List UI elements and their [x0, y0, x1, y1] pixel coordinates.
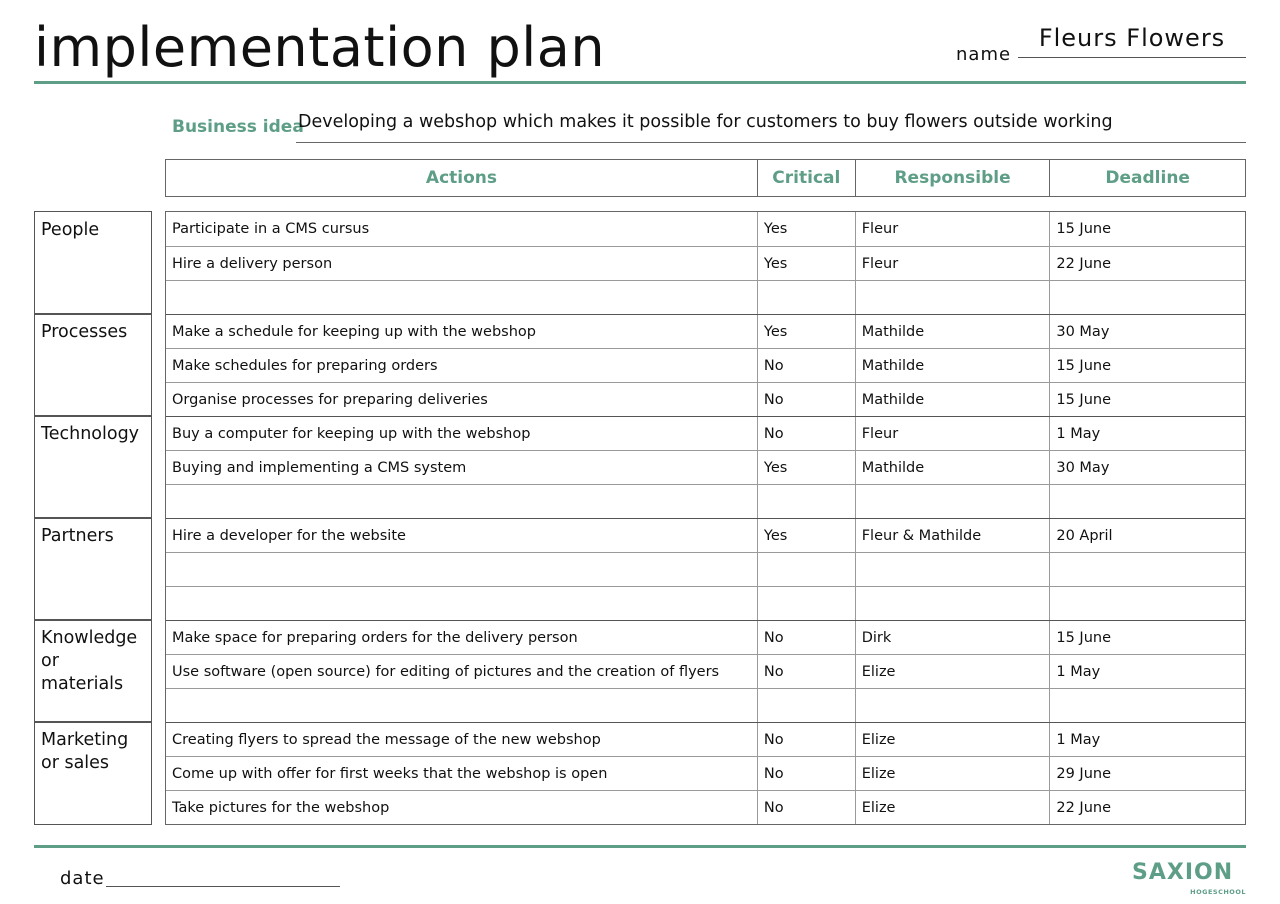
- responsible-cell[interactable]: Elize: [855, 791, 1050, 824]
- deadline-cell[interactable]: 1 May: [1049, 417, 1245, 450]
- action-cell[interactable]: Use software (open source) for editing of pictures and the creation of flyers: [172, 663, 720, 680]
- action-cell[interactable]: Make schedules for preparing orders: [172, 357, 438, 374]
- responsible-cell[interactable]: [855, 689, 1050, 722]
- action-cell[interactable]: Creating flyers to spread the message of the new webshop: [172, 731, 601, 748]
- deadline-cell[interactable]: [1049, 553, 1245, 586]
- responsible-cell[interactable]: [855, 553, 1050, 586]
- action-cell[interactable]: Buying and implementing a CMS system: [172, 459, 467, 476]
- deadline-cell[interactable]: 30 May: [1049, 451, 1245, 484]
- action-cell[interactable]: Hire a delivery person: [172, 255, 333, 272]
- deadline-cell[interactable]: 20 April: [1049, 519, 1245, 552]
- critical-cell[interactable]: Yes: [757, 212, 855, 246]
- responsible-cell[interactable]: Elize: [855, 723, 1050, 756]
- action-cell[interactable]: Take pictures for the webshop: [172, 799, 390, 816]
- action-cell[interactable]: [166, 587, 757, 620]
- deadline-cell[interactable]: [1049, 587, 1245, 620]
- deadline-cell[interactable]: 15 June: [1049, 212, 1245, 246]
- deadline-cell[interactable]: 15 June: [1049, 383, 1245, 416]
- header-deadline: Deadline: [1049, 160, 1245, 196]
- critical-cell[interactable]: No: [757, 621, 855, 654]
- page-title: implementation plan: [34, 16, 606, 79]
- responsible-cell[interactable]: Elize: [855, 655, 1050, 688]
- business-idea-field[interactable]: Developing a webshop which makes it possible for customers to buy flowers outside working: [298, 112, 1113, 132]
- table-row: [166, 790, 1245, 824]
- deadline-cell[interactable]: 22 June: [1049, 247, 1245, 280]
- responsible-cell[interactable]: [855, 485, 1050, 518]
- table-row: [166, 620, 1245, 654]
- deadline-cell[interactable]: [1049, 485, 1245, 518]
- critical-cell[interactable]: No: [757, 757, 855, 790]
- deadline-cell[interactable]: [1049, 689, 1245, 722]
- responsible-cell[interactable]: [855, 281, 1050, 314]
- logo-subtitle: HOGESCHOOL: [1190, 888, 1246, 896]
- deadline-cell[interactable]: 22 June: [1049, 791, 1245, 824]
- action-cell[interactable]: Participate in a CMS cursus: [172, 221, 370, 237]
- deadline-cell[interactable]: 30 May: [1049, 315, 1245, 348]
- plan-table: [165, 211, 1246, 825]
- action-cell[interactable]: Make a schedule for keeping up with the webshop: [172, 323, 536, 340]
- critical-cell[interactable]: Yes: [757, 451, 855, 484]
- name-label: name: [956, 44, 1012, 65]
- table-row: [166, 348, 1245, 382]
- header-actions: Actions: [425, 168, 497, 188]
- critical-cell[interactable]: Yes: [757, 247, 855, 280]
- table-row: [166, 722, 1245, 756]
- responsible-cell[interactable]: Fleur: [855, 212, 1050, 246]
- responsible-cell[interactable]: Mathilde: [855, 315, 1050, 348]
- header-critical: Critical: [757, 160, 855, 196]
- deadline-cell[interactable]: 15 June: [1049, 349, 1245, 382]
- critical-cell[interactable]: No: [757, 655, 855, 688]
- critical-cell[interactable]: [757, 553, 855, 586]
- top-divider: [34, 81, 1246, 84]
- table-row: [166, 416, 1245, 450]
- deadline-cell[interactable]: [1049, 281, 1245, 314]
- date-label: date: [60, 868, 105, 889]
- table-row: [166, 246, 1245, 280]
- saxion-logo: [1132, 854, 1248, 898]
- deadline-cell[interactable]: 1 May: [1049, 723, 1245, 756]
- responsible-cell[interactable]: Elize: [855, 757, 1050, 790]
- critical-cell[interactable]: [757, 689, 855, 722]
- table-row: [166, 518, 1245, 552]
- table-row: [166, 212, 1245, 246]
- table-row: [166, 280, 1245, 314]
- deadline-cell[interactable]: 1 May: [1049, 655, 1245, 688]
- table-row: [166, 586, 1245, 620]
- action-cell[interactable]: [166, 689, 757, 722]
- critical-cell[interactable]: [757, 587, 855, 620]
- category-label: Technology: [34, 415, 152, 519]
- critical-cell[interactable]: [757, 485, 855, 518]
- table-row: [166, 654, 1245, 688]
- header-responsible: Responsible: [855, 160, 1050, 196]
- action-cell[interactable]: Buy a computer for keeping up with the webshop: [172, 425, 531, 442]
- category-label: Processes: [34, 313, 152, 417]
- bottom-divider: [34, 845, 1246, 848]
- critical-cell[interactable]: Yes: [757, 519, 855, 552]
- category-label: Marketing or sales: [34, 721, 152, 825]
- deadline-cell[interactable]: 15 June: [1049, 621, 1245, 654]
- critical-cell[interactable]: No: [757, 383, 855, 416]
- critical-cell[interactable]: No: [757, 417, 855, 450]
- responsible-cell[interactable]: [855, 587, 1050, 620]
- business-idea-label: Business idea: [172, 117, 304, 137]
- action-cell[interactable]: Hire a developer for the website: [172, 527, 406, 544]
- table-row: [166, 484, 1245, 518]
- responsible-cell[interactable]: Fleur: [855, 247, 1050, 280]
- date-field[interactable]: [106, 886, 340, 887]
- action-cell[interactable]: [166, 281, 757, 314]
- responsible-cell[interactable]: Fleur: [855, 417, 1050, 450]
- critical-cell[interactable]: No: [757, 723, 855, 756]
- name-underline: [1018, 57, 1246, 58]
- category-label: Partners: [34, 517, 152, 621]
- table-row: [166, 382, 1245, 416]
- table-row: [166, 314, 1245, 348]
- action-cell[interactable]: Organise processes for preparing deliveries: [172, 391, 488, 408]
- category-label: Knowledge or materials: [34, 619, 152, 723]
- name-field[interactable]: Fleurs Flowers: [1038, 24, 1226, 52]
- critical-cell[interactable]: Yes: [757, 315, 855, 348]
- table-row: [166, 450, 1245, 484]
- critical-cell[interactable]: No: [757, 349, 855, 382]
- responsible-cell[interactable]: Mathilde: [855, 451, 1050, 484]
- table-row: [166, 756, 1245, 790]
- category-label: People: [34, 211, 152, 315]
- action-cell[interactable]: Make space for preparing orders for the delivery person: [172, 629, 578, 646]
- deadline-cell[interactable]: 29 June: [1049, 757, 1245, 790]
- table-header: [165, 159, 1246, 197]
- critical-cell[interactable]: No: [757, 791, 855, 824]
- table-row: [166, 552, 1245, 586]
- critical-cell[interactable]: [757, 281, 855, 314]
- responsible-cell[interactable]: Mathilde: [855, 349, 1050, 382]
- action-cell[interactable]: [166, 553, 757, 586]
- action-cell[interactable]: Come up with offer for first weeks that the webshop is open: [172, 765, 608, 782]
- action-cell[interactable]: [166, 485, 757, 518]
- business-idea-underline: [296, 142, 1246, 143]
- logo-wordmark: SAXION: [1132, 860, 1234, 885]
- responsible-cell[interactable]: Dirk: [855, 621, 1050, 654]
- table-row: [166, 688, 1245, 722]
- responsible-cell[interactable]: Fleur & Mathilde: [855, 519, 1050, 552]
- responsible-cell[interactable]: Mathilde: [855, 383, 1050, 416]
